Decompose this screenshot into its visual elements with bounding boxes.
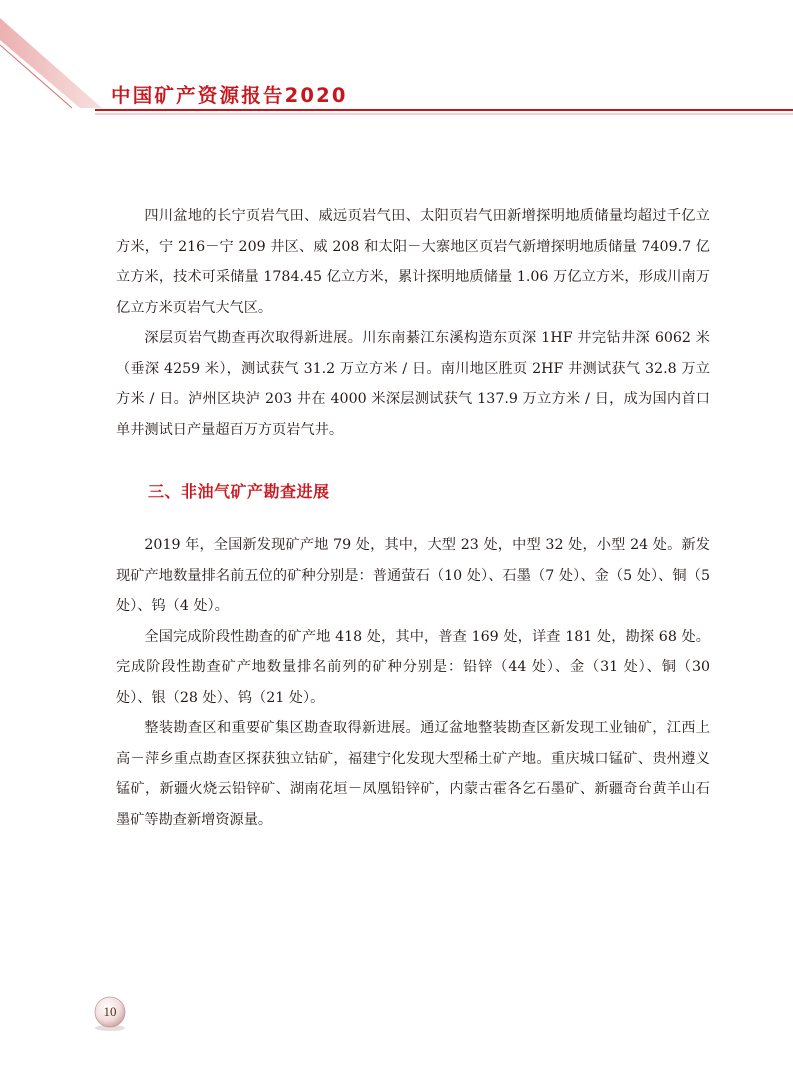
page-number: 10 [103,1004,117,1019]
non-oil-gas-text-block [116,530,710,835]
paragraph: 深层页岩气勘查再次取得新进展。川东南綦江东溪构造东页深 1HF 井完钻井深 6062 米（垂深 4259 米），测试获气 31.2 万立方米 / 日。南川地区胜页 2HF 井测试获气 32.8 万立方米 / 日。泸州区块泸 203 井在 4000 米深层测试获气 137.9 万立方米 / 日，成为国内首口单井测试日产量超百万方页岩气井。 [116,330,710,438]
paragraph: 全国完成阶段性勘查的矿产地 418 处，其中，普查 169 处，详查 181 处，勘探 68 处。完成阶段性勘查矿产地数量排名前列的矿种分别是：铅锌（44 处）、金（31 处）、铜（30 处）、银（28 处）、钨（21 处）。 [116,628,710,706]
header-decoration [0,0,793,130]
shale-gas-text-block [116,201,710,445]
section-heading: 三、非油气矿产勘查进展 [148,482,330,501]
paragraph: 2019 年，全国新发现矿产地 79 处，其中，大型 23 处，中型 32 处，小型 24 处。新发现矿产地数量排名前五位的矿种分别是：普通萤石（10 处）、石墨（7 处）、金（5 处）、铜（5 处）、钨（4 处）。 [116,537,710,614]
report-title: 中国矿产资源报告2020 [111,84,348,107]
paragraph: 四川盆地的长宁页岩气田、威远页岩气田、太阳页岩气田新增探明地质储量均超过千亿立方米，宁 216－宁 209 井区、威 208 和太阳－大寨地区页岩气新增探明地质储量 7409.7 亿立方米，技术可采储量 1784.45 亿立方米，累计探明地质储量 1.06 万亿立方米，形成川南万亿立方米页岩气大气区。 [116,208,710,316]
paragraph: 整装勘查区和重要矿集区勘查取得新进展。通辽盆地整装勘查区新发现工业铀矿，江西上高－萍乡重点勘查区探获独立钴矿，福建宁化发现大型稀土矿产地。重庆城口锰矿、贵州遵义锰矿，新疆火烧云铅锌矿、湖南花垣－凤凰铅锌矿，内蒙古霍各乞石墨矿、新疆奇台黄羊山石墨矿等勘查新增资源量。 [116,720,710,828]
